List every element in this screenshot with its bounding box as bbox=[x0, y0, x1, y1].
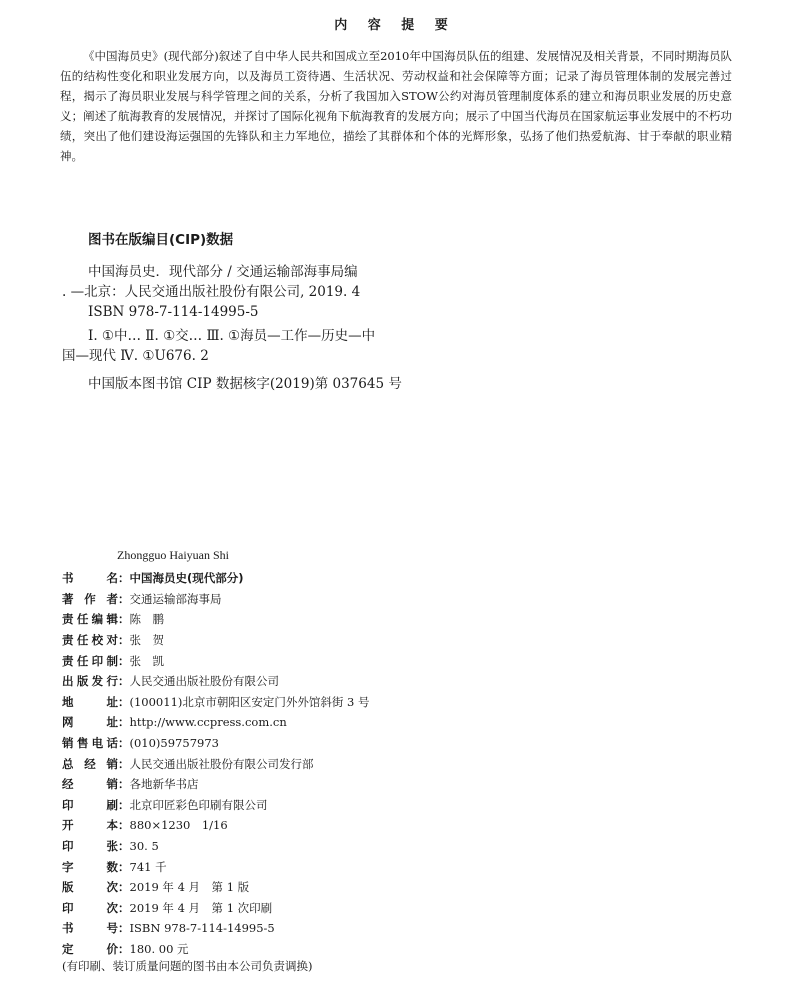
colophon-row-printed-sheets bbox=[62, 836, 662, 857]
colophon-value: (010)59757973 bbox=[129, 736, 219, 751]
colophon-value: 2019 年 4 月 第 1 版 bbox=[129, 880, 250, 895]
colophon-colon: ： bbox=[118, 591, 130, 606]
colophon-row-isbn bbox=[62, 918, 662, 939]
cip-classification-line: Ⅰ. ①中… Ⅱ. ①交… Ⅲ. ①海员—工作—历史—中 bbox=[88, 328, 376, 344]
colophon-row-website bbox=[62, 712, 662, 733]
colophon-row-price bbox=[62, 939, 662, 960]
colophon-value: 180. 00 元 bbox=[129, 941, 189, 956]
colophon-row-general-distributor bbox=[62, 753, 662, 774]
colophon-value: 北京印匠彩色印刷有限公司 bbox=[129, 797, 268, 812]
cip-heading: 图书在版编目(CIP)数据 bbox=[88, 232, 234, 248]
colophon-label: 地址 bbox=[62, 694, 118, 709]
colophon-label: 销售电话 bbox=[62, 736, 118, 751]
colophon-value: 人民交通出版社股份有限公司发行部 bbox=[129, 756, 314, 771]
colophon-row-printer bbox=[62, 795, 662, 816]
colophon-row-format bbox=[62, 815, 662, 836]
cip-isbn-line: ISBN 978-7-114-14995-5 bbox=[88, 304, 259, 320]
colophon-row-proofreader bbox=[62, 630, 662, 651]
colophon-colon: ： bbox=[118, 653, 130, 668]
colophon-row-edition bbox=[62, 877, 662, 898]
colophon-value: (100011)北京市朝阳区安定门外外馆斜街 3 号 bbox=[129, 694, 370, 709]
colophon-row-word-count bbox=[62, 856, 662, 877]
colophon-value: 陈 鹏 bbox=[129, 612, 164, 627]
colophon-label: 印张 bbox=[62, 839, 118, 854]
colophon-label: 开本 bbox=[62, 818, 118, 833]
colophon-colon: ： bbox=[118, 921, 130, 936]
colophon-row-author bbox=[62, 589, 662, 610]
colophon-label: 经销 bbox=[62, 777, 118, 792]
colophon-label: 印次 bbox=[62, 900, 118, 915]
colophon-label: 总经销 bbox=[62, 756, 118, 771]
colophon-value: 张 贺 bbox=[129, 633, 164, 648]
colophon-value: 2019 年 4 月 第 1 次印刷 bbox=[129, 900, 273, 915]
colophon-value: 人民交通出版社股份有限公司 bbox=[129, 674, 279, 689]
colophon-colon: ： bbox=[118, 777, 130, 792]
colophon-colon: ： bbox=[118, 715, 130, 730]
colophon-colon: ： bbox=[118, 633, 130, 648]
cip-classification-line-continued: 国—现代 Ⅳ. ①U676. 2 bbox=[62, 348, 209, 364]
colophon-label: 责任编辑 bbox=[62, 612, 118, 627]
colophon-colon: ： bbox=[118, 880, 130, 895]
colophon-colon: ： bbox=[118, 612, 130, 627]
colophon-list bbox=[62, 568, 662, 959]
cip-record-number: 中国版本图书馆 CIP 数据核字(2019)第 037645 号 bbox=[88, 376, 402, 392]
colophon-row-address bbox=[62, 692, 662, 713]
colophon-colon: ： bbox=[118, 859, 130, 874]
colophon-value: 30. 5 bbox=[129, 839, 159, 854]
colophon-colon: ： bbox=[118, 736, 130, 751]
colophon-colon: ： bbox=[118, 941, 130, 956]
colophon-colon: ： bbox=[118, 756, 130, 771]
colophon-label: 著作者 bbox=[62, 591, 118, 606]
cip-title-line: 中国海员史．现代部分 / 交通运输部海事局编 bbox=[88, 264, 358, 280]
colophon-label: 网址 bbox=[62, 715, 118, 730]
colophon-value: 880×1230 1/16 bbox=[129, 818, 228, 833]
quality-notice: (有印刷、装订质量问题的图书由本公司负责调换) bbox=[62, 959, 313, 973]
colophon-row-impression bbox=[62, 898, 662, 919]
colophon-row-print-manager bbox=[62, 650, 662, 671]
colophon-label: 定价 bbox=[62, 941, 118, 956]
colophon-row-sales-phone bbox=[62, 733, 662, 754]
colophon-label: 书名 bbox=[62, 571, 118, 586]
colophon-value: http://www.ccpress.com.cn bbox=[129, 715, 287, 730]
summary-title: 内 容 提 要 bbox=[334, 18, 456, 33]
colophon-label: 出版发行 bbox=[62, 674, 118, 689]
colophon-label: 责任校对 bbox=[62, 633, 118, 648]
colophon-row-distributor bbox=[62, 774, 662, 795]
colophon-colon: ： bbox=[118, 694, 130, 709]
colophon-label: 字数 bbox=[62, 859, 118, 874]
colophon-colon: ： bbox=[118, 818, 130, 833]
colophon-value: 中国海员史(现代部分) bbox=[129, 571, 244, 586]
cip-publisher-line: . —北京：人民交通出版社股份有限公司, 2019. 4 bbox=[62, 284, 361, 300]
colophon-value: 交通运输部海事局 bbox=[129, 591, 222, 606]
colophon-label: 责任印制 bbox=[62, 653, 118, 668]
colophon-value: 各地新华书店 bbox=[129, 777, 199, 792]
colophon-label: 书号 bbox=[62, 921, 118, 936]
colophon-value: 741 千 bbox=[129, 859, 167, 874]
summary-body: 《中国海员史》(现代部分)叙述了自中华人民共和国成立至2010年中国海员队伍的组建、发展情况及相关背景，不同时期海员队伍的结构性变化和职业发展方向，以及海员工资待遇、生活状况、劳动权益和社会保障等方面；记录了海员管理体制的发展完善过程，揭示了海员职业发展与科学管理之间的关系，分析了我国加入STOW公约对海员管理制度体系的建立和海员职业发展的历史意义；阐述了航海教育的发展情况，并探讨了国际化视角下航海教育的发展方向；展示了中国当代海员在国家航运事业发展中的不朽功绩，突出了他们建设海运强国的先锋队和主力军地位，描绘了其群体和个体的光辉形象，弘扬了他们热爱航海、甘于奉献的职业精神。 bbox=[60, 49, 732, 163]
colophon-row-editor bbox=[62, 609, 662, 630]
colophon-row-publisher bbox=[62, 671, 662, 692]
colophon-value: ISBN 978-7-114-14995-5 bbox=[129, 921, 275, 936]
colophon-colon: ： bbox=[118, 674, 130, 689]
colophon-colon: ： bbox=[118, 839, 130, 854]
colophon-colon: ： bbox=[118, 571, 130, 586]
colophon-row-title bbox=[62, 568, 662, 589]
colophon-colon: ： bbox=[118, 797, 130, 812]
colophon-label: 版次 bbox=[62, 880, 118, 895]
colophon-colon: ： bbox=[118, 900, 130, 915]
colophon-label: 印刷 bbox=[62, 797, 118, 812]
colophon-value: 张 凯 bbox=[129, 653, 164, 668]
pinyin-title: Zhongguo Haiyuan Shi bbox=[117, 548, 229, 562]
